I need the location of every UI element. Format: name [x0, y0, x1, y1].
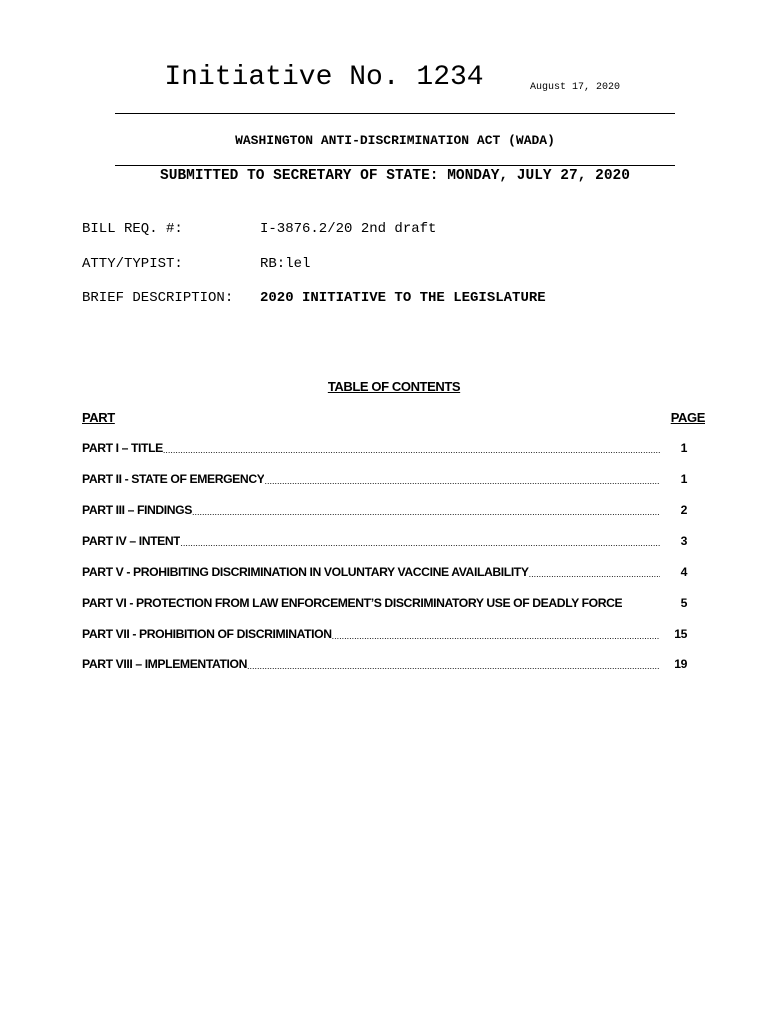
bill-req-value: I-3876.2/20 2nd draft — [260, 221, 437, 237]
toc-title: TABLE OF CONTENTS — [327, 379, 461, 394]
submitted-line: SUBMITTED TO SECRETARY OF STATE: MONDAY, JULY 27, 2020 — [160, 168, 630, 184]
brief-description-label: BRIEF DESCRIPTION: — [82, 290, 234, 306]
toc-entry-page: 3 — [680, 534, 687, 548]
brief-description-value: 2020 INITIATIVE TO THE LEGISLATURE — [260, 290, 546, 306]
toc-entry-title: PART III – FINDINGS — [82, 503, 192, 517]
toc-entry[interactable] — [82, 596, 705, 614]
toc-entry[interactable] — [82, 503, 705, 521]
toc-entry-page: 19 — [674, 657, 687, 671]
dot-leader — [163, 441, 660, 459]
toc-entry-page: 5 — [680, 596, 687, 610]
toc-entry-title: PART VIII – IMPLEMENTATION — [82, 657, 247, 671]
toc-entry-page: 1 — [680, 441, 687, 455]
dot-leader — [180, 534, 660, 552]
bill-req-label: BILL REQ. #: — [82, 221, 183, 237]
document-title: Initiative No. 1234 — [164, 62, 484, 93]
toc-entry[interactable] — [82, 565, 705, 583]
dot-leader — [529, 565, 660, 583]
dot-leader — [247, 657, 660, 675]
toc-entry[interactable] — [82, 534, 705, 552]
toc-entry-title: PART II - STATE OF EMERGENCY — [82, 472, 265, 486]
toc-entry-page: 4 — [680, 565, 687, 579]
toc-entry-title: PART IV – INTENT — [82, 534, 181, 548]
toc-entry[interactable] — [82, 627, 705, 645]
divider — [115, 165, 675, 166]
toc-part-header: PART — [82, 410, 115, 425]
toc-entry-title: PART VII - PROHIBITION OF DISCRIMINATION — [82, 627, 332, 641]
toc-entry-page: 1 — [680, 472, 687, 486]
act-name: WASHINGTON ANTI-DISCRIMINATION ACT (WADA) — [235, 133, 555, 148]
toc-entry-page: 15 — [674, 627, 687, 641]
toc-entry[interactable] — [82, 657, 705, 675]
dot-leader — [192, 503, 660, 521]
document-date: August 17, 2020 — [530, 82, 621, 93]
atty-typist-value: RB:lel — [260, 256, 311, 272]
toc-entry-title: PART V - PROHIBITING DISCRIMINATION IN VOLUNTARY VACCINE AVAILABILITY — [82, 565, 529, 579]
dot-leader — [264, 472, 660, 490]
atty-typist-label: ATTY/TYPIST: — [82, 256, 183, 272]
toc-entry-title: PART I – TITLE — [82, 441, 163, 455]
toc-entry[interactable] — [82, 472, 705, 490]
dot-leader — [332, 627, 660, 645]
toc-entry-page: 2 — [680, 503, 687, 517]
toc-entry-title: PART VI - PROTECTION FROM LAW ENFORCEMENT’S DISCRIMINATORY USE OF DEADLY FORCE — [82, 596, 623, 610]
toc-page-header: PAGE — [670, 410, 705, 425]
toc-entry[interactable] — [82, 441, 705, 459]
divider — [115, 113, 675, 114]
